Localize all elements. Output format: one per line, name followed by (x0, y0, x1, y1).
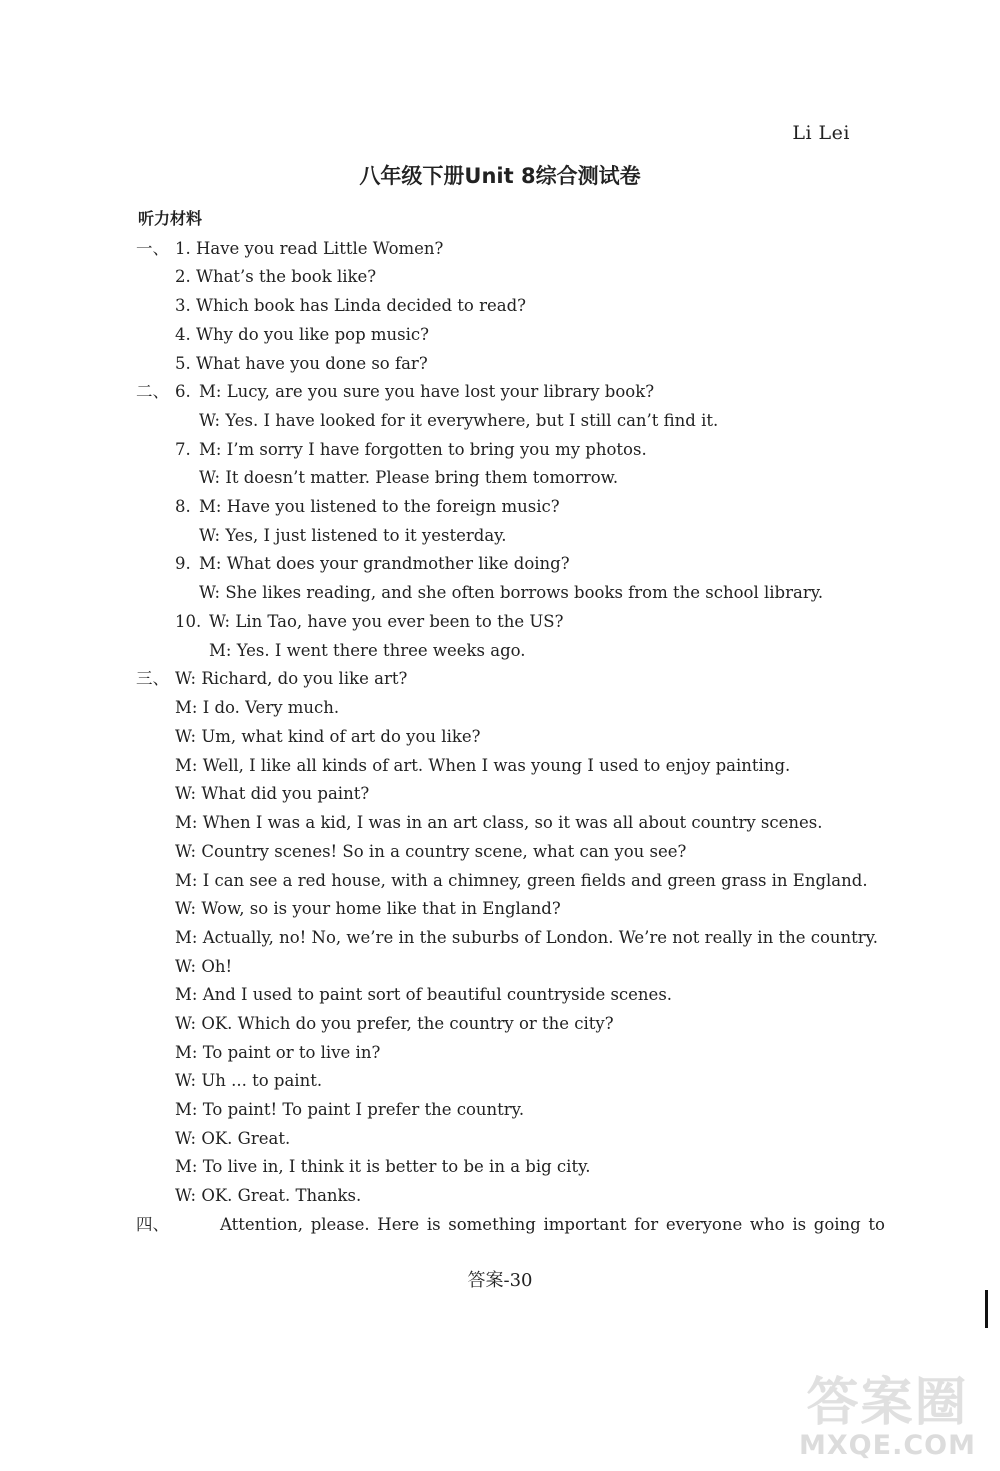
part1-item: 4. Why do you like pop music? (175, 325, 429, 344)
part3-dialog-line: W: Richard, do you like art? (175, 669, 408, 688)
student-name: Li Lei (792, 122, 850, 144)
part2-item-number: 9. (175, 554, 191, 573)
part3-dialog-line: M: To paint or to live in? (175, 1043, 381, 1062)
part3-dialog-line: W: What did you paint? (175, 784, 370, 803)
part1-marker: 一、 (136, 239, 169, 258)
part2-dialog-line: M: I’m sorry I have forgotten to bring you my photos. (199, 440, 647, 459)
part3-dialog-line: M: And I used to paint sort of beautiful countryside scenes. (175, 985, 673, 1004)
part3-dialog-line: W: Uh ... to paint. (175, 1071, 323, 1090)
part2-dialog-line: W: She likes reading, and she often borrows books from the school library. (199, 583, 824, 602)
part3-dialog-line: M: I can see a red house, with a chimney, green fields and green grass in England. (175, 871, 868, 890)
part3-dialog-line: W: Wow, so is your home like that in England? (175, 899, 561, 918)
part2-item-number: 8. (175, 497, 191, 516)
part3-dialog-line: W: OK. Great. (175, 1129, 291, 1148)
part1-item: 1. Have you read Little Women? (175, 239, 444, 258)
watermark-logo (790, 1360, 985, 1465)
part3-dialog-line: M: To live in, I think it is better to be in a big city. (175, 1157, 591, 1176)
part1-item: 2. What’s the book like? (175, 267, 377, 286)
part3-marker: 三、 (136, 669, 169, 688)
part2-item-number: 10. (175, 612, 202, 631)
part3-dialog-line: W: OK. Which do you prefer, the country or the city? (175, 1014, 614, 1033)
part3-dialog-line: M: I do. Very much. (175, 698, 340, 717)
part4-text: Attention, please. Here is something important for everyone who is going to (220, 1215, 885, 1234)
part2-marker: 二、 (136, 382, 169, 401)
part2-item-number: 7. (175, 440, 191, 459)
part3-dialog-line: M: When I was a kid, I was in an art class, so it was all about country scenes. (175, 813, 823, 832)
part2-dialog-line: W: Yes. I have looked for it everywhere, but I still can’t find it. (199, 411, 719, 430)
part2-dialog-line: W: It doesn’t matter. Please bring them tomorrow. (199, 468, 619, 487)
part2-dialog-line: W: Yes, I just listened to it yesterday. (199, 526, 507, 545)
part3-dialog-line: M: Actually, no! No, we’re in the suburbs of London. We’re not really in the country. (175, 928, 879, 947)
watermark-text: 答案圈 (806, 1373, 969, 1433)
section-heading: 听力材料 (138, 209, 203, 228)
part3-dialog-line: W: Oh! (175, 957, 233, 976)
part3-dialog-line: M: Well, I like all kinds of art. When I was young I used to enjoy painting. (175, 756, 791, 775)
part3-dialog-line: W: Um, what kind of art do you like? (175, 727, 481, 746)
page-number: 答案-30 (467, 1270, 533, 1291)
part2-dialog-line: M: Yes. I went there three weeks ago. (209, 641, 526, 660)
part1-item: 5. What have you done so far? (175, 354, 428, 373)
part3-dialog-line: M: To paint! To paint I prefer the country. (175, 1100, 525, 1119)
watermark-url: MXQE.COM (799, 1430, 976, 1461)
part3-dialog-line: W: OK. Great. Thanks. (175, 1186, 362, 1205)
part2-dialog-line: M: Lucy, are you sure you have lost your library book? (199, 382, 655, 401)
scan-edge-mark (985, 1290, 988, 1328)
part3-dialog-line: W: Country scenes! So in a country scene, what can you see? (175, 842, 687, 861)
page-title: 八年级下册Unit 8综合测试卷 (359, 164, 641, 188)
part2-dialog-line: M: What does your grandmother like doing? (199, 554, 570, 573)
part1-item: 3. Which book has Linda decided to read? (175, 296, 527, 315)
part2-dialog-line: M: Have you listened to the foreign music? (199, 497, 560, 516)
part2-item-number: 6. (175, 382, 191, 401)
part4-marker: 四、 (136, 1215, 169, 1234)
part2-dialog-line: W: Lin Tao, have you ever been to the US? (209, 612, 564, 631)
